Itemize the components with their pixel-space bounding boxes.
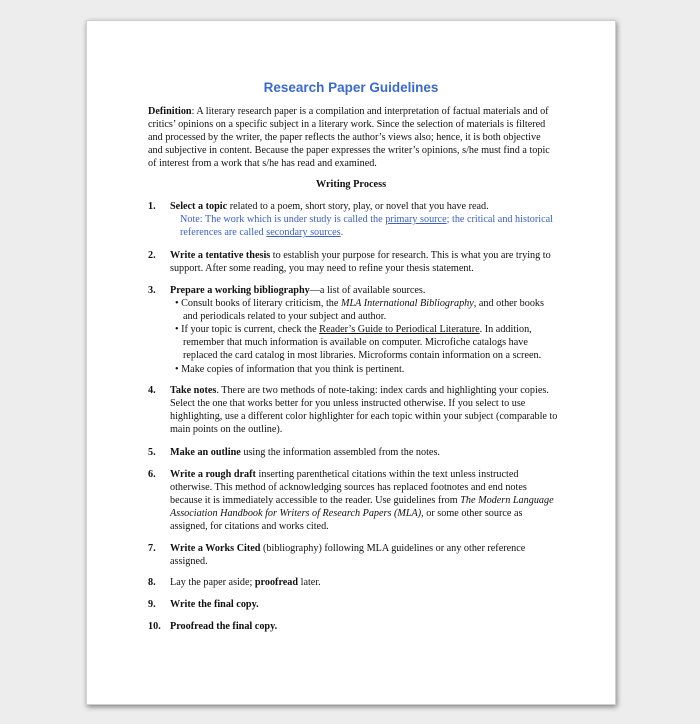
bullet-text: . In addition, remember that much information is available on computer. Microfiche catalogs have replaced the card catalog in most libraries. Microforms contain information on a screen.: [183, 324, 542, 362]
step-number: 5.: [148, 447, 156, 458]
handbook-title: The Modern Language Association Handbook for Writers of Research Papers (MLA): [170, 495, 554, 520]
note-text: ; the critical and historical references are called: [180, 214, 553, 239]
list-item: [174, 323, 558, 362]
bullet-italic: MLA International Bibliography: [340, 298, 474, 310]
page-title: Research Paper Guidelines: [263, 80, 439, 95]
step-number: 8.: [148, 577, 156, 588]
step-title: Take notes: [170, 385, 217, 396]
definition-paragraph: [148, 105, 555, 170]
step-text: (bibliography) following MLA guidelines or any other reference assigned.: [170, 543, 526, 568]
step-number: 7.: [148, 543, 156, 554]
step-6: [148, 468, 558, 533]
primary-source-link[interactable]: primary source: [385, 214, 447, 226]
list-item: • Make copies of information that you think is pertinent.: [175, 363, 405, 375]
step-number: 2.: [148, 250, 156, 261]
step-5: [148, 446, 558, 459]
step-text: . There are two methods of note-taking: index cards and highlighting your copies. Select the one that works better for you unless instructed otherwise. If you select to use highlighting, use a different color highlighter for each topic within your subject (comparable to main points on the outline).: [170, 385, 558, 436]
step-text: to establish your purpose for research. This is what you are trying to support. After some reading, you may need to refine your thesis statement.: [170, 250, 551, 275]
step-text: —a list of available sources.: [309, 285, 426, 296]
bullet-text: • Consult books of literary criticism, the: [175, 298, 341, 310]
step-number: 3.: [148, 285, 156, 296]
step-10: [148, 620, 558, 633]
step-4: [148, 384, 558, 436]
step-7: [148, 542, 558, 568]
step-number: 1.: [148, 201, 156, 212]
step-9: [148, 598, 558, 611]
step-title: Write the final copy.: [170, 599, 259, 610]
step-number: 10.: [148, 621, 161, 632]
step-text: later.: [298, 577, 321, 588]
readers-guide-link[interactable]: Reader’s Guide to Periodical Literature: [319, 324, 480, 336]
list-item: [174, 297, 558, 323]
step-text: Lay the paper aside;: [170, 577, 255, 588]
step-number: 4.: [148, 385, 156, 396]
bullet-text: • If your topic is current, check the: [175, 324, 320, 336]
bullet-text: , and other books and periodicals related to your subject and author.: [183, 298, 544, 323]
step-title: Select a topic: [170, 201, 228, 212]
step-text: , or some other source as assigned, for citations and works cited.: [170, 508, 523, 533]
step-title: Write a tentative thesis: [170, 250, 271, 261]
step-title: proofread: [254, 577, 299, 588]
step-text: inserting parenthetical citations within the text unless instructed otherwise. This method of acknowledging sources has replaced footnotes and end notes because it is immediately accessible to the reader. Use guidelines from: [170, 469, 527, 507]
step-text: using the information assembled from the notes.: [240, 447, 440, 458]
step-3: [148, 284, 558, 376]
step-1: [148, 200, 558, 239]
step-2: [148, 249, 558, 275]
definition-text: : A literary research paper is a compilation and interpretation of factual materials and of critics’ opinions on a specific subject in a literary work. Since the selection of materials is filtered and processed by the writer, the paper reflects the author’s views also; hence, it is both objective and subjective in content. Because the paper expresses the writer’s opinions, s/he must find a topic of interest from a work that s/he has read and examined.: [148, 106, 550, 170]
section-heading: Writing Process: [315, 179, 387, 190]
document-page: [86, 20, 616, 705]
step-title: Write a rough draft: [170, 469, 256, 480]
step-title: Prepare a working bibliography: [170, 285, 310, 296]
step-text: related to a poem, short story, play, or novel that you have read.: [227, 201, 489, 212]
note-text: .: [340, 227, 344, 239]
definition-label: Definition: [148, 106, 192, 117]
note-text: Note: The work which is under study is called the: [180, 214, 386, 226]
step-title: Make an outline: [170, 447, 241, 458]
step-title: Proofread the final copy.: [170, 621, 278, 632]
step-title: Write a Works Cited: [170, 543, 261, 554]
step-note: [180, 213, 558, 239]
step-8: [148, 576, 558, 589]
step-number: 9.: [148, 599, 156, 610]
secondary-sources-link[interactable]: secondary sources: [266, 227, 341, 239]
step-number: 6.: [148, 469, 156, 480]
